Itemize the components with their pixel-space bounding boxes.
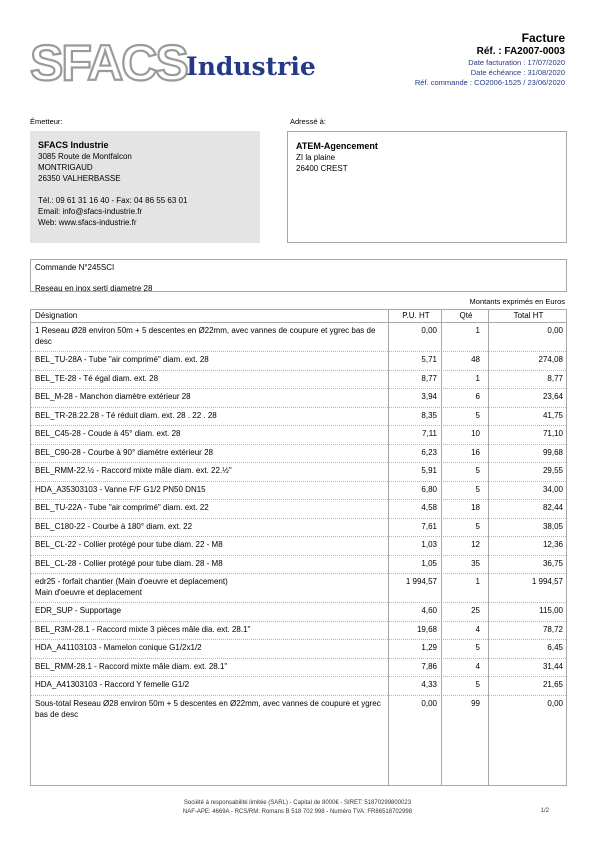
footer-line2: NAF-APE: 4669A - RCS/RM: Romans B 518 702 998 - Numéro TVA: FR86518702998	[182, 809, 413, 815]
cell-unit-price: 1 994,57	[405, 577, 437, 586]
cell-unit-price: 5,71	[421, 355, 437, 364]
cell-designation: BEL_TU-28A - Tube "air comprimé" diam. ext. 28	[35, 355, 209, 364]
cell-quantity: 48	[471, 355, 480, 364]
cell-quantity: 5	[475, 680, 480, 689]
cell-quantity: 1	[475, 373, 480, 383]
cell-unit-price: 6,80	[421, 484, 437, 494]
cell-unit-price: 1,05	[421, 558, 437, 568]
emitter-name: SFACS Industrie	[38, 140, 109, 150]
cell-designation: BEL_C90-28 - Courbe à 90° diamètre extérieur 28	[35, 447, 213, 457]
cell-total: 36,75	[542, 558, 563, 568]
cell-unit-price: 7,61	[421, 521, 437, 531]
order-info-box	[30, 259, 567, 292]
invoice-reference: Réf. : FA2007-0003	[476, 46, 565, 57]
cell-designation: 1 Reseau Ø28 environ 50m + 5 descentes en Ø22mm, avec vannes de coupure et ygrec bas de desc	[35, 326, 376, 346]
cell-designation-detail: Main d'oeuvre et deplacement	[35, 588, 142, 597]
cell-unit-price: 8,77	[421, 373, 437, 383]
table-row	[31, 519, 566, 538]
emitter-email: Email: info@sfacs-industrie.fr	[38, 207, 143, 216]
cell-designation: Sous-total Reseau Ø28 environ 50m + 5 descentes en Ø22mm, avec vannes de coupure et ygrec bas de desc	[35, 698, 381, 719]
cell-total: 34,00	[542, 484, 563, 494]
cell-designation: BEL_M-28 - Manchon diamètre extérieur 28	[35, 392, 191, 401]
document-title: Facture	[521, 31, 565, 45]
recipient-box	[287, 131, 567, 243]
emitter-label: Émetteur:	[30, 117, 63, 126]
table-row	[31, 408, 566, 427]
footer-line1: Société à responsabilité limitée (SARL) - Capital de 8000€ - SIRET: 51870299800023	[183, 800, 412, 806]
emitter-phone: Tél.: 09 61 31 16 40 - Fax: 04 86 55 63 01	[38, 196, 188, 205]
cell-total: 31,44	[542, 661, 563, 671]
cell-total: 29,55	[542, 466, 563, 475]
table-row	[31, 556, 566, 575]
due-date: Date échéance : 31/08/2020	[470, 68, 565, 77]
table-row	[31, 696, 566, 736]
header-total: Total HT	[513, 311, 544, 320]
cell-quantity: 4	[475, 661, 480, 671]
invoice-date: Date facturation : 17/07/2020	[468, 58, 565, 67]
cell-quantity: 5	[475, 410, 480, 420]
cell-designation: EDR_SUP - Supportage	[35, 606, 122, 615]
cell-total: 71,10	[542, 429, 563, 438]
cell-designation: BEL_R3M-28.1 - Raccord mixte 3 pièces mâle dia. ext. 28.1"	[35, 624, 251, 634]
logo-word: Industrie	[186, 52, 316, 81]
cell-unit-price: 7,11	[422, 429, 437, 438]
cell-designation: BEL_RMM-28.1 - Raccord mixte mâle diam. ext. 28.1"	[35, 661, 228, 671]
cell-unit-price: 1,29	[421, 643, 437, 652]
cell-unit-price: 3,94	[421, 392, 437, 401]
header-quantity: Qté	[459, 311, 473, 320]
cell-quantity: 18	[471, 503, 480, 512]
cell-total: 38,05	[542, 521, 563, 531]
cell-designation: BEL_CL-28 - Collier protégé pour tube diam. 28 - M8	[35, 558, 223, 568]
cell-designation: BEL_TR-28.22.28 - Té réduit diam. ext. 28 . 22 . 28	[35, 410, 217, 420]
cell-designation: HDA_A35303103 - Vanne F/F G1/2 PN50 DN15	[35, 484, 206, 494]
cell-designation: BEL_RMM-22.½ - Raccord mixte mâle diam. ext. 22.½"	[35, 466, 232, 475]
cell-total: 78,72	[542, 624, 563, 634]
cell-designation: BEL_C180-22 - Courbe à 180° diam. ext. 22	[35, 521, 193, 531]
cell-unit-price: 4,33	[421, 680, 437, 689]
emitter-address-line3: 26350 VALHERBASSE	[38, 174, 121, 183]
cell-quantity: 35	[471, 558, 480, 568]
cell-unit-price: 4,60	[421, 606, 437, 615]
order-number: Commande N°245SCI	[35, 263, 115, 272]
cell-total: 12,36	[542, 540, 563, 549]
order-description: Reseau en inox serti diametre 28	[35, 284, 153, 293]
cell-unit-price: 7,86	[421, 661, 437, 671]
recipient-address-line1: ZI la plaine	[296, 153, 336, 162]
table-row	[31, 352, 566, 371]
cell-total: 82,44	[542, 503, 563, 512]
cell-quantity: 5	[475, 521, 480, 531]
cell-total: 8,77	[547, 373, 563, 383]
table-row	[31, 323, 566, 352]
cell-unit-price: 0,00	[421, 326, 437, 335]
currency-note: Montants exprimés en Euros	[469, 297, 565, 306]
table-row	[31, 659, 566, 678]
cell-quantity: 12	[471, 540, 480, 549]
cell-total: 274,08	[538, 355, 563, 364]
header-designation: Désignation	[35, 311, 78, 320]
cell-quantity: 10	[471, 429, 480, 438]
cell-quantity: 16	[471, 447, 480, 457]
cell-quantity: 25	[471, 606, 480, 615]
cell-total: 115,00	[539, 606, 563, 615]
cell-total: 99,68	[542, 447, 563, 457]
cell-total: 1 994,57	[531, 577, 563, 586]
invoice-header	[305, 31, 565, 88]
cell-quantity: 6	[475, 392, 480, 401]
page-number: 1/2	[540, 808, 549, 814]
emitter-address-line1: 3085 Route de Montfalcon	[38, 152, 132, 161]
cell-designation: edr25 - forfait chantier (Main d'oeuvre et deplacement)	[35, 577, 228, 586]
cell-total: 0,00	[547, 698, 563, 708]
table-row	[31, 371, 566, 390]
cell-total: 6,45	[547, 643, 563, 652]
header-unit-price: P.U. HT	[402, 311, 430, 320]
table-row	[31, 622, 566, 641]
cell-quantity: 1	[475, 577, 480, 586]
cell-quantity: 1	[475, 326, 480, 335]
table-row	[31, 574, 566, 603]
table-row	[31, 500, 566, 519]
emitter-website: Web: www.sfacs-industrie.fr	[38, 218, 137, 227]
cell-quantity: 99	[471, 698, 480, 708]
cell-total: 0,00	[547, 326, 563, 335]
table-row	[31, 426, 566, 445]
logo-mark-text: SFACS	[30, 36, 187, 88]
table-row	[31, 389, 566, 408]
cell-quantity: 5	[475, 466, 480, 475]
legal-footer	[0, 799, 595, 817]
cell-designation: HDA_A41303103 - Raccord Y femelle G1/2	[35, 680, 190, 689]
table-row	[31, 537, 566, 556]
cell-unit-price: 1,03	[421, 540, 437, 549]
table-header	[31, 310, 566, 323]
cell-quantity: 5	[475, 484, 480, 494]
cell-designation: BEL_TU-22A - Tube "air comprimé" diam. ext. 22	[35, 503, 209, 512]
cell-unit-price: 19,68	[416, 624, 437, 634]
cell-total: 23,64	[542, 392, 563, 401]
cell-quantity: 4	[475, 624, 480, 634]
order-reference: Réf. commande : CO2006-1525 / 23/06/2020	[414, 78, 565, 87]
cell-unit-price: 4,58	[421, 503, 437, 512]
company-logo	[30, 36, 320, 88]
recipient-label: Adressé à:	[290, 117, 326, 126]
table-row	[31, 677, 566, 696]
invoice-lines-table	[30, 309, 567, 786]
cell-designation: BEL_CL-22 - Collier protégé pour tube diam. 22 - M8	[35, 540, 223, 549]
table-row	[31, 445, 566, 464]
cell-total: 21,65	[542, 680, 563, 689]
emitter-address-line2: MONTRIGAUD	[38, 163, 93, 172]
cell-unit-price: 6,23	[421, 447, 437, 457]
cell-total: 41,75	[542, 410, 563, 420]
table-row	[31, 463, 566, 482]
table-row	[31, 482, 566, 501]
table-row	[31, 640, 566, 659]
cell-designation: HDA_A41103103 - Mamelon conique G1/2x1/2	[35, 643, 202, 652]
cell-designation: BEL_C45-28 - Coude à 45° diam. ext. 28	[35, 429, 181, 438]
recipient-address-line2: 26400 CREST	[296, 164, 348, 173]
cell-designation: BEL_TE-28 - Té égal diam. ext. 28	[35, 373, 159, 383]
cell-unit-price: 5,91	[421, 466, 437, 475]
cell-unit-price: 8,35	[421, 410, 437, 420]
recipient-name: ATEM-Agencement	[296, 141, 378, 151]
table-body	[31, 323, 566, 736]
emitter-box	[30, 131, 260, 243]
table-row	[31, 603, 566, 622]
cell-unit-price: 0,00	[421, 698, 437, 708]
cell-quantity: 5	[475, 643, 480, 652]
